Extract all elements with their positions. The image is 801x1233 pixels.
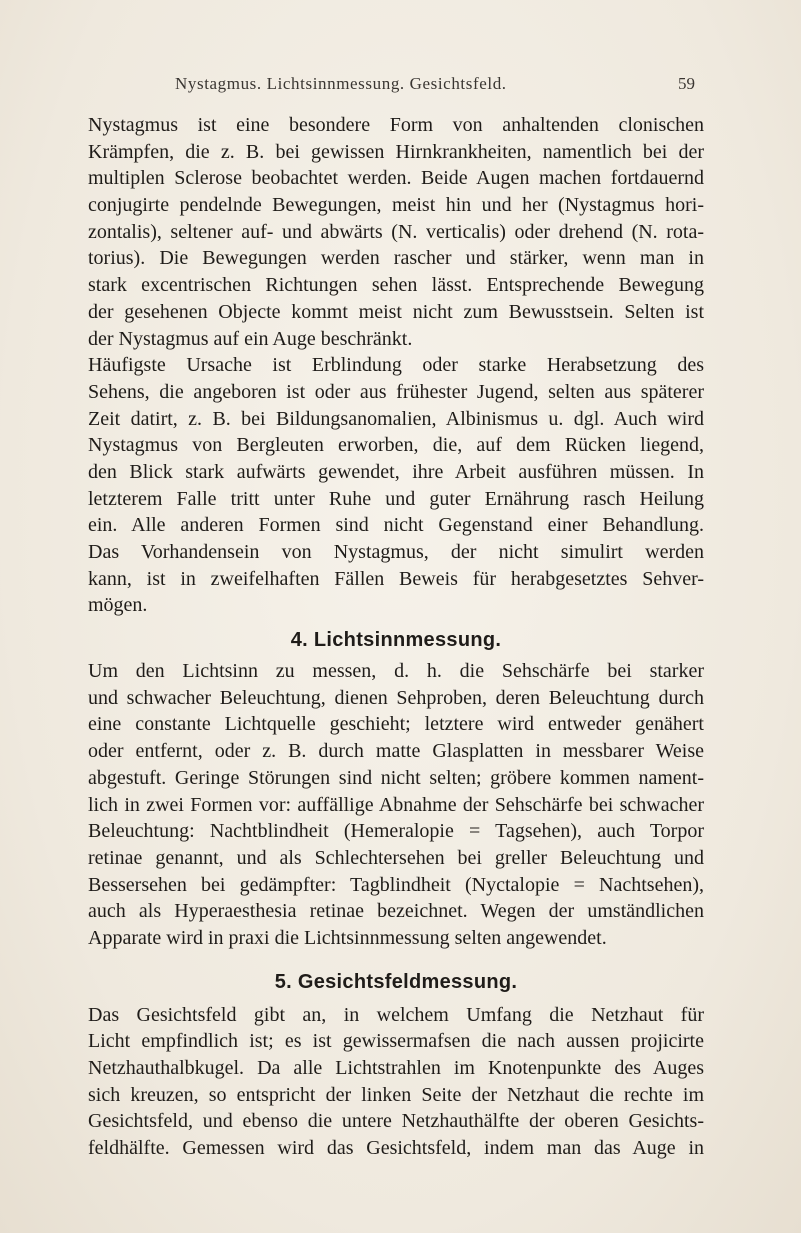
text-line: und schwacher Beleuchtung, dienen Sehproben, deren Beleuchtung durch [88, 686, 704, 709]
section-heading-gesichtsfeldmessung: 5. Gesichtsfeldmessung. [274, 970, 518, 993]
text-line: Beleuchtung: Nachtblindheit (Hemeralopie = Tagsehen), auch Torpor [88, 820, 704, 843]
text-line: Häufigste Ursache ist Erblindung oder starke Herabsetzung des [88, 354, 704, 377]
running-header [0, 74, 801, 98]
text-line: Das Vorhandensein von Nystagmus, der nicht simulirt werden [88, 541, 704, 563]
text-line: Nystagmus ist eine besondere Form von anhaltenden clonischen [88, 114, 704, 136]
text-line: Bessersehen bei gedämpfter: Tagblindheit (Nyctalopie = Nachtsehen), [88, 873, 704, 896]
text-line: mögen. [88, 594, 148, 617]
text-line: Gesichtsfeld, und ebenso die untere Netzhauthälfte der oberen Gesichts- [88, 1110, 704, 1133]
text-line: feldhälfte. Gemessen wird das Gesichtsfeld, indem man das Auge in [88, 1137, 704, 1160]
text-line: stark excentrischen Richtungen sehen lässt. Entsprechende Bewegung [88, 274, 704, 297]
text-line: sich kreuzen, so entspricht der linken Seite der Netzhaut die rechte im [88, 1083, 704, 1106]
text-line: retinae genannt, und als Schlechtersehen bei greller Beleuchtung und [88, 846, 704, 869]
running-title: Nystagmus. Lichtsinnmessung. Gesichtsfeld. [175, 74, 507, 93]
text-line: Krämpfen, die z. B. bei gewissen Hirnkrankheiten, namentlich bei der [88, 140, 704, 163]
text-line: der Nystagmus auf ein Auge beschränkt. [88, 327, 413, 350]
text-line: conjugirte pendelnde Bewegungen, meist hin und her (Nystagmus hori- [88, 194, 704, 217]
text-line: zontalis), seltener auf- und abwärts (N. verticalis) oder drehend (N. rota- [88, 220, 704, 243]
text-line: Netzhauthalbkugel. Da alle Lichtstrahlen im Knotenpunkte des Auges [88, 1057, 704, 1079]
text-line: abgestuft. Geringe Störungen sind nicht selten; gröbere kommen nament- [88, 766, 704, 789]
paragraph-lichtsinn [88, 658, 704, 952]
section-heading-lichtsinnmessung: 4. Lichtsinnmessung. [290, 629, 502, 652]
text-line: Sehens, die angeboren ist oder aus frühester Jugend, selten aus späterer [88, 380, 704, 403]
paragraph-causes [88, 352, 704, 619]
text-line: ein. Alle anderen Formen sind nicht Gegenstand einer Behandlung. [88, 514, 704, 537]
text-line: multiplen Sclerose beobachtet werden. Beide Augen machen fortdauernd [88, 167, 704, 190]
text-line: oder entfernt, oder z. B. durch matte Glasplatten in messbarer Weise [88, 740, 704, 763]
text-line: Licht empfindlich ist; es ist gewissermafsen die nach aussen projicirte [88, 1030, 704, 1053]
paragraph-gesichtsfeld [88, 1002, 704, 1162]
text-line: den Blick stark aufwärts gewendet, ihre Arbeit ausführen müssen. In [88, 460, 704, 483]
page-number: 59 [678, 74, 695, 93]
text-line: torius). Die Bewegungen werden rascher und stärker, wenn man in [88, 247, 704, 270]
text-line: Zeit datirt, z. B. bei Bildungsanomalien, Albinismus u. dgl. Auch wird [88, 407, 704, 430]
paragraph-nystagmus [88, 112, 704, 352]
text-line: auch als Hyperaesthesia retinae bezeichnet. Wegen der umständlichen [88, 900, 704, 923]
text-line: Apparate wird in praxi die Lichtsinnmessung selten angewendet. [88, 926, 607, 949]
text-line: Um den Lichtsinn zu messen, d. h. die Sehschärfe bei starker [88, 660, 704, 683]
text-line: eine constante Lichtquelle geschieht; letztere wird entweder genähert [88, 713, 704, 736]
text-line: der gesehenen Objecte kommt meist nicht zum Bewusstsein. Selten ist [88, 300, 704, 323]
text-line: lich in zwei Formen vor: auffällige Abnahme der Sehschärfe bei schwacher [88, 793, 704, 816]
text-line: Nystagmus von Bergleuten erworben, die, auf dem Rücken liegend, [88, 434, 704, 457]
text-line: letzterem Falle tritt unter Ruhe und guter Ernährung rasch Heilung [88, 487, 704, 510]
text-line: Das Gesichtsfeld gibt an, in welchem Umfang die Netzhaut für [88, 1003, 704, 1026]
text-line: kann, ist in zweifelhaften Fällen Beweis für herabgesetztes Sehver- [88, 567, 704, 590]
body-text [88, 112, 704, 1162]
